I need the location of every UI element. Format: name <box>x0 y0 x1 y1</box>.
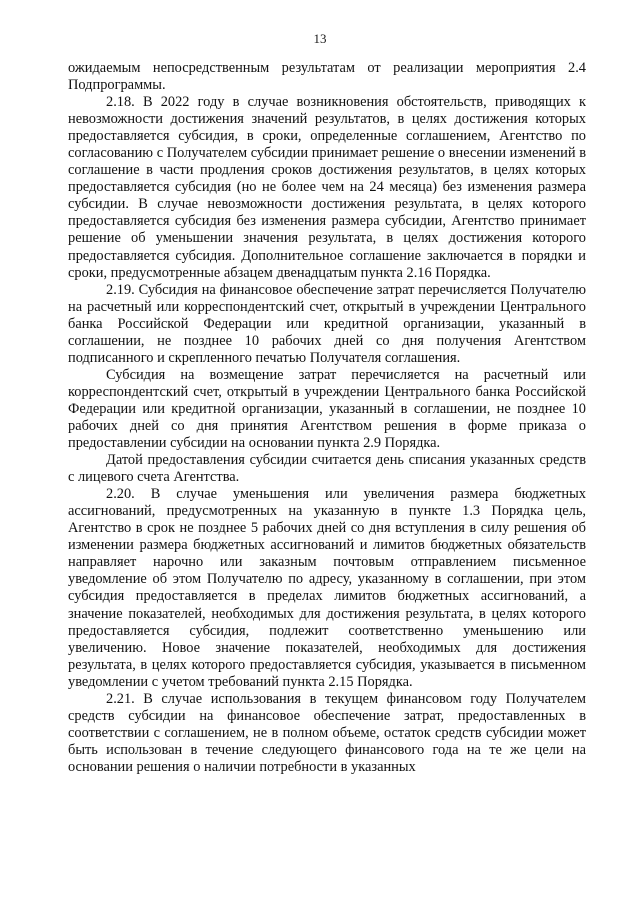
paragraph-2-18: 2.18. В 2022 году в случае возникновения обстоятельств, приводящих к невозможности достижения значений результатов, в целях достижения которых предоставляется субсидия, в сроки, определенные соглашением, Агентство по согласованию с Получателем субсидии принимает решение о внесении изменений в соглашение в части продления сроков достижения результатов, в целях которых предоставляется субсидия (но не более чем на 24 месяца) без изменения размера субсидии. В случае невозможности достижения результата, в целях которого предоставляется субсидия без изменения размера субсидии, Агентство принимает решение об уменьшении значения результата, в целях достижения которого предоставляется субсидия. Дополнительное соглашение заключается в порядки и сроки, предусмотренные абзацем двенадцатым пункта 2.16 Порядка. <box>68 94 586 281</box>
paragraph-2-21: 2.21. В случае использования в текущем финансовом году Получателем средств субсидии на финансовое обеспечение затрат, предоставленных в соответствии с соглашением, не в полном объеме, остаток средств субсидии может быть использован в течение следующего финансового года на те же цели на основании решения о наличии потребности в указанных <box>68 690 586 775</box>
paragraph-2-19-reimbursement: Субсидия на возмещение затрат перечисляется на расчетный или корреспондентский счет, открытый в учреждении Центрального банка Российской Федерации или кредитной организации, указанный в соглашении, не позднее 10 рабочих дней со дня принятия Агентством решения в форме приказа о предоставлении субсидии на основании пункта 2.9 Порядка. <box>68 366 586 452</box>
document-body <box>68 60 586 776</box>
paragraph-2-20: 2.20. В случае уменьшения или увеличения размера бюджетных ассигнований, предусмотренных на указанную в пункте 1.3 Порядка цель, Агентство в срок не позднее 5 рабочих дней со дня вступления в силу решения об изменении размера бюджетных ассигнований и лимитов бюджетных обязательств направляет нарочно или заказным почтовым отправлением письменное уведомление об этом Получателю по адресу, указанному в соглашении, при этом субсидия предоставляется в пределах лимитов бюджетных ассигнований, а значение показателей, необходимых для достижения результата, в целях которого предоставляется субсидия, подлежит соответственно уменьшению или увеличению. Новое значение показателей, необходимых для достижения результата, в целях которого предоставляется субсидия, указывается в письменном уведомлении с учетом требований пункта 2.15 Порядка. <box>68 486 586 690</box>
paragraph-continuation: ожидаемым непосредственным результатам от реализации мероприятия 2.4 Подпрограммы. <box>68 60 586 94</box>
paragraph-2-19: 2.19. Субсидия на финансовое обеспечение затрат перечисляется Получателю на расчетный или корреспондентский счет, открытый в учреждении Центрального банка Российской Федерации или кредитной организации, указанный в соглашении, не позднее 10 рабочих дней со дня получения Агентством подписанного и скрепленного печатью Получателя соглашения. <box>68 281 586 366</box>
page-number: 13 <box>313 31 327 46</box>
paragraph-2-19-date: Датой предоставления субсидии считается день списания указанных средств с лицевого счета Агентства. <box>68 452 586 486</box>
